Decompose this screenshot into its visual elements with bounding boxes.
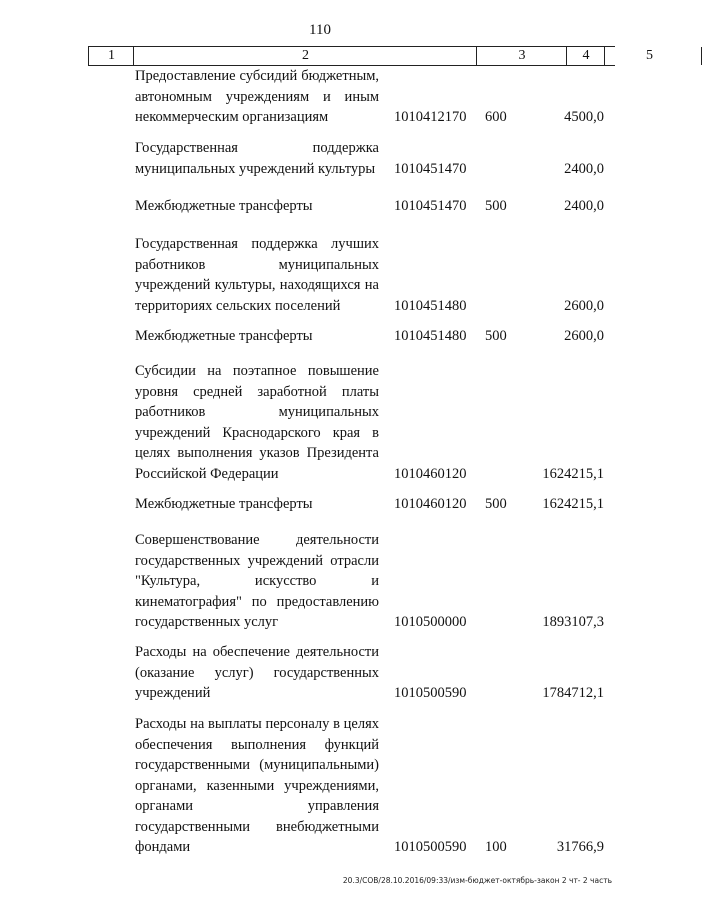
row-amount: 4500,0 (564, 109, 604, 125)
row-amount: 1893107,3 (542, 614, 604, 630)
table-row (0, 234, 640, 318)
row-amount: 1624215,1 (542, 466, 604, 482)
row-type: 500 (485, 198, 507, 214)
row-type: 100 (485, 839, 507, 855)
page-number: 110 (309, 22, 331, 38)
row-amount: 2400,0 (564, 198, 604, 214)
row-code: 1010500590 (394, 839, 467, 855)
table-row (0, 530, 640, 634)
row-description: Межбюджетные трансферты (135, 328, 313, 344)
row-type: 500 (485, 496, 507, 512)
row-amount: 2600,0 (564, 298, 604, 314)
header-col-5: 5 (604, 47, 702, 65)
row-description: Государственная поддержка муниципальных учреждений культуры (135, 140, 379, 177)
row-description: Расходы на обеспечение деятельности (оказание услуг) государственных учреждений (135, 644, 379, 701)
table-header (88, 46, 653, 66)
document-footer: 20.3/СОВ/28.10.2016/09:33/изм-бюджет-октябрь-закон 2 чт- 2 часть (342, 876, 612, 885)
row-amount: 1784712,1 (542, 685, 604, 701)
row-code: 1010500000 (394, 614, 467, 630)
header-col-2: 2 (133, 47, 477, 65)
row-amount: 1624215,1 (542, 496, 604, 512)
table-row (0, 138, 640, 180)
row-code: 1010451470 (394, 161, 467, 177)
row-type: 500 (485, 328, 507, 344)
row-amount: 31766,9 (556, 839, 604, 855)
table-row (0, 361, 640, 485)
row-type: 600 (485, 109, 507, 125)
row-code: 1010500590 (394, 685, 467, 701)
header-col-1: 1 (88, 47, 134, 65)
row-code: 1010460120 (394, 496, 467, 512)
row-description: Межбюджетные трансферты (135, 496, 313, 512)
row-description: Совершенствование деятельности государственных учреждений отрасли "Культура, искусство и кинематография" по предоставлению государственных услуг (135, 532, 379, 630)
row-description: Предоставление субсидий бюджетным, автономным учреждениям и иным некоммерческим организациям (135, 68, 379, 125)
header-col-4: 4 (566, 47, 605, 65)
table-row (0, 714, 640, 858)
row-description: Расходы на выплаты персоналу в целях обеспечения выполнения функций государственными (муниципальными) органами, казенными учреждениями, органами управления государственными внебюджетными фондами (135, 716, 379, 855)
table-row (0, 326, 640, 347)
row-code: 1010460120 (394, 466, 467, 482)
table-row (0, 66, 640, 128)
table-row (0, 494, 640, 515)
row-code: 1010451480 (394, 328, 467, 344)
row-amount: 2600,0 (564, 328, 604, 344)
row-code: 1010451470 (394, 198, 467, 214)
row-code: 1010412170 (394, 109, 467, 125)
table-row (0, 642, 640, 704)
row-description: Субсидии на поэтапное повышение уровня средней заработной платы работников муниципальных учреждений Краснодарского края в целях выполнения указов Президента Российской Федерации (135, 363, 379, 482)
row-description: Межбюджетные трансферты (135, 198, 313, 214)
row-amount: 2400,0 (564, 161, 604, 177)
row-description: Государственная поддержка лучших работников муниципальных учреждений культуры, находящихся на территориях сельских поселений (135, 236, 379, 314)
row-code: 1010451480 (394, 298, 467, 314)
table-row (0, 196, 640, 217)
header-col-3: 3 (476, 47, 567, 65)
